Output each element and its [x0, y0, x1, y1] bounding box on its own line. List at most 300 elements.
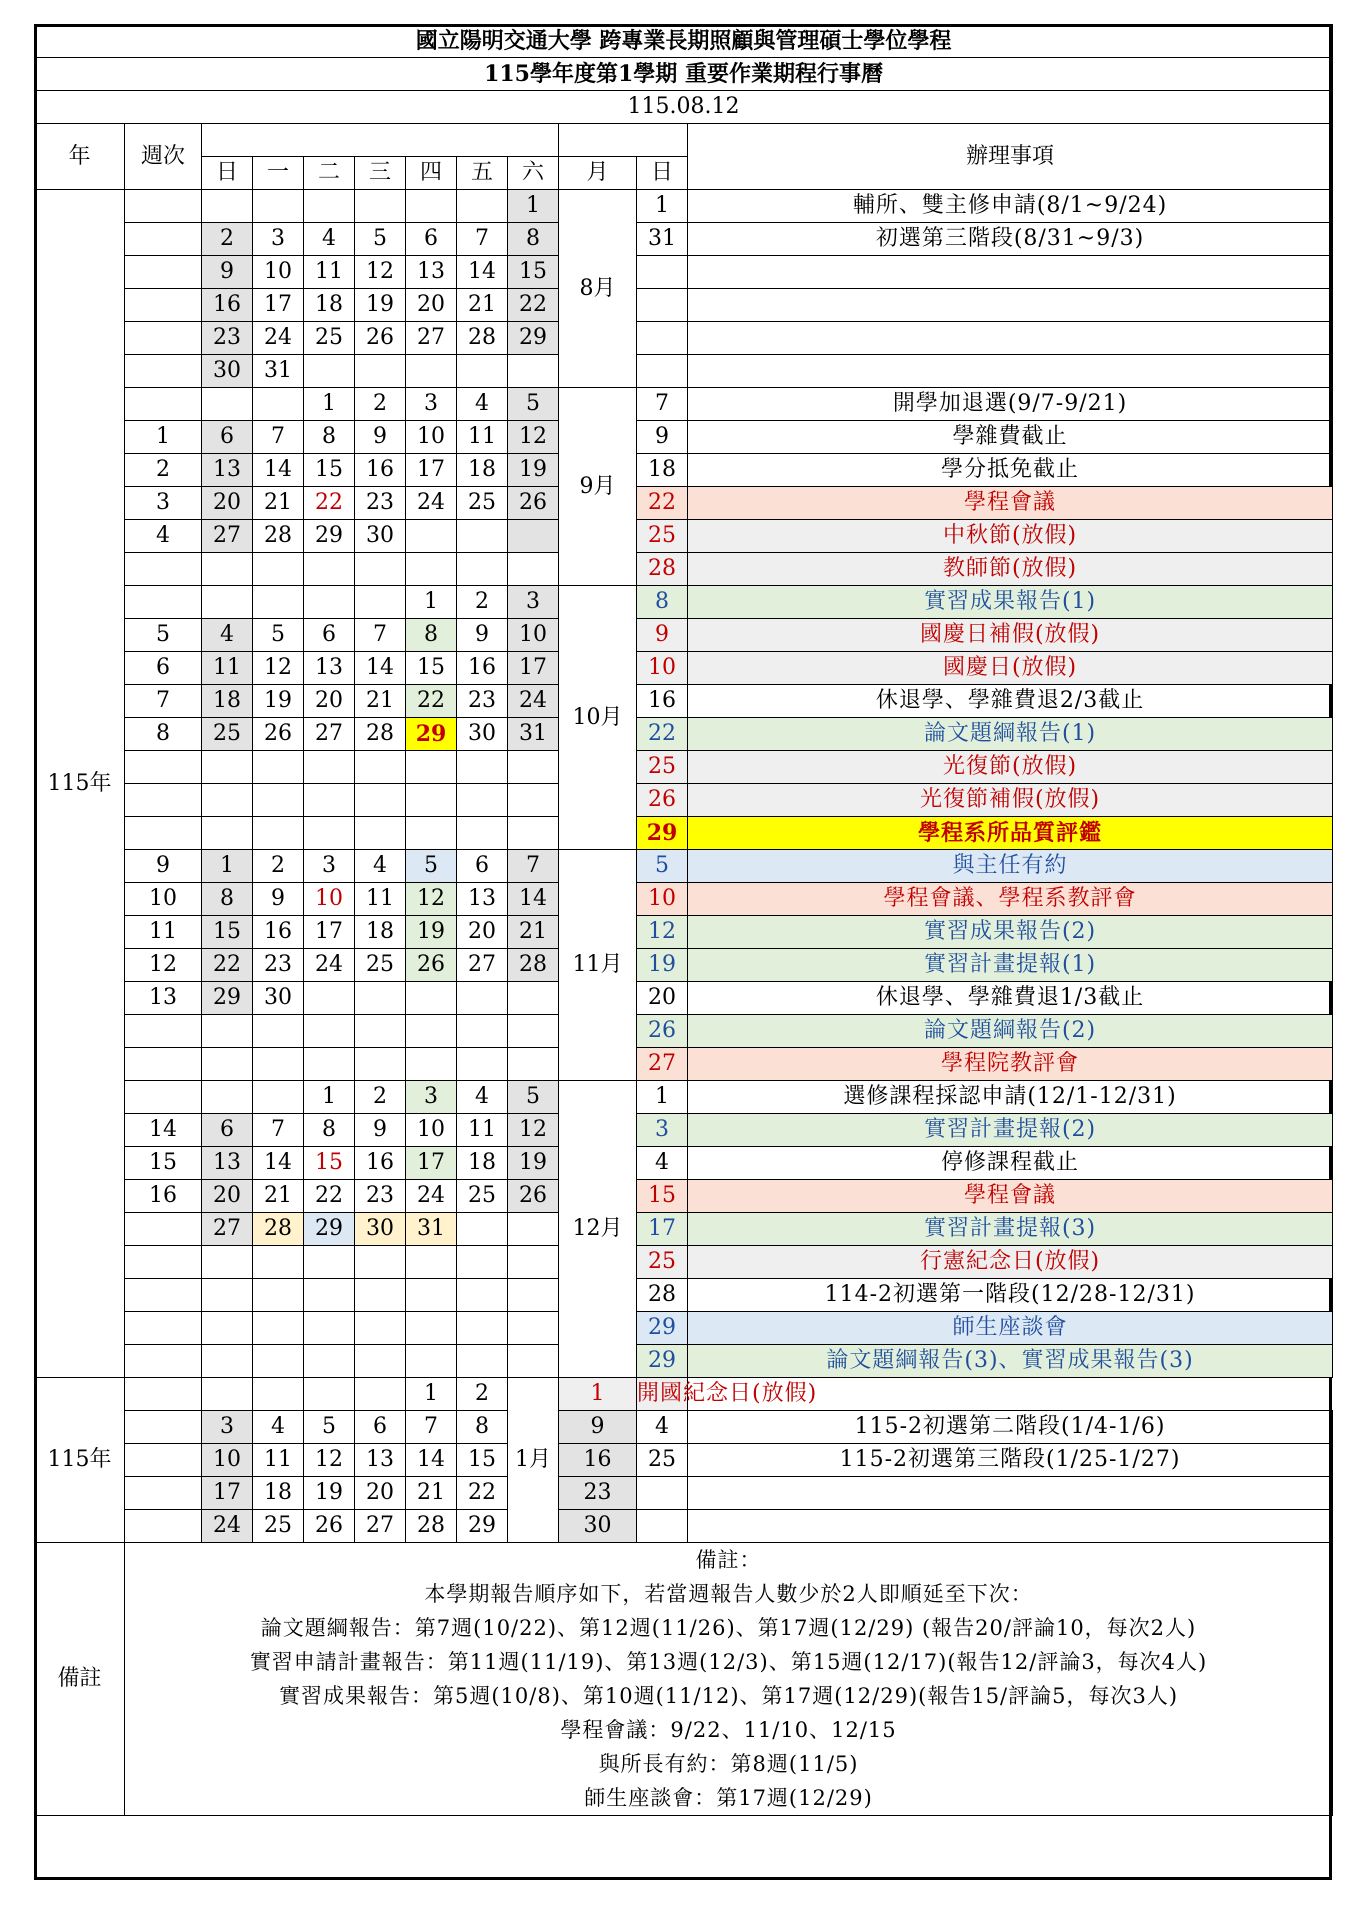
- day-cell: [406, 520, 457, 553]
- week-number: [125, 751, 202, 784]
- day-cell: 10: [202, 1444, 253, 1477]
- day-cell: 23: [355, 487, 406, 520]
- day-cell: [202, 1081, 253, 1114]
- day-cell: [304, 190, 355, 223]
- day-cell: [253, 1081, 304, 1114]
- day-cell: [202, 1378, 253, 1411]
- day-cell: 29: [304, 1213, 355, 1246]
- calendar-row: [35, 1411, 1333, 1444]
- day-cell: 29: [508, 322, 559, 355]
- day-cell: 23: [457, 685, 508, 718]
- day-cell: 17: [202, 1477, 253, 1510]
- event-item: 學分抵免截止: [688, 454, 1333, 487]
- day-cell: [304, 1345, 355, 1378]
- calendar-row: [35, 1015, 1333, 1048]
- day-cell: [406, 355, 457, 388]
- calendar-row: [35, 1279, 1333, 1312]
- event-date: 4: [637, 1147, 688, 1180]
- day-cell: 8: [406, 619, 457, 652]
- day-cell: 22: [406, 685, 457, 718]
- day-cell: [202, 553, 253, 586]
- day-cell: 4: [304, 223, 355, 256]
- day-cell: 6: [406, 223, 457, 256]
- week-number: 11: [125, 916, 202, 949]
- day-cell: 10: [304, 883, 355, 916]
- day-cell: [406, 784, 457, 817]
- day-cell: 20: [355, 1477, 406, 1510]
- day-cell: 18: [355, 916, 406, 949]
- note-line: 實習申請計畫報告：第11週(11/19)、第13週(12/3)、第15週(12/17)(報告12/評論3，每次4人): [249, 1650, 1208, 1674]
- day-cell: 13: [202, 454, 253, 487]
- day-cell: 31: [508, 718, 559, 751]
- day-cell: 19: [406, 916, 457, 949]
- dow-mon: 一: [253, 157, 304, 190]
- day-cell: 30: [355, 520, 406, 553]
- event-item: 行憲紀念日(放假): [688, 1246, 1333, 1279]
- week-number: 3: [125, 487, 202, 520]
- calendar-row: [35, 1081, 1333, 1114]
- day-cell: 3: [508, 586, 559, 619]
- week-number: [125, 1477, 202, 1510]
- day-cell: 15: [304, 1147, 355, 1180]
- day-cell: [253, 1279, 304, 1312]
- note-line: 本學期報告順序如下，若當週報告人數少於2人即順延至下次：: [424, 1582, 1033, 1606]
- event-date: 29: [637, 817, 688, 850]
- day-cell: 23: [202, 322, 253, 355]
- event-item: 論文題綱報告(1): [688, 718, 1333, 751]
- day-cell: [457, 553, 508, 586]
- event-date: 8: [637, 586, 688, 619]
- day-cell: [355, 1015, 406, 1048]
- day-cell: 22: [304, 487, 355, 520]
- day-cell: 26: [355, 322, 406, 355]
- event-date: 1: [637, 190, 688, 223]
- month-label: 9月: [559, 388, 637, 586]
- day-cell: [202, 1345, 253, 1378]
- day-cell: 1: [202, 850, 253, 883]
- week-number: 6: [125, 652, 202, 685]
- calendar-row: [35, 190, 1333, 223]
- day-cell: 30: [559, 1510, 637, 1543]
- event-date: 29: [637, 1312, 688, 1345]
- day-cell: 14: [508, 883, 559, 916]
- day-cell: [457, 982, 508, 1015]
- day-cell: 8: [508, 223, 559, 256]
- day-cell: 26: [508, 1180, 559, 1213]
- day-cell: 31: [253, 355, 304, 388]
- day-cell: [508, 355, 559, 388]
- day-cell: 25: [355, 949, 406, 982]
- day-cell: [304, 586, 355, 619]
- day-cell: [304, 751, 355, 784]
- day-cell: 20: [457, 916, 508, 949]
- day-cell: 20: [406, 289, 457, 322]
- event-item: 開國紀念日(放假): [637, 1378, 688, 1411]
- event-date: 1: [559, 1378, 637, 1411]
- day-cell: 28: [406, 1510, 457, 1543]
- day-cell: [406, 982, 457, 1015]
- day-cell: 9: [355, 421, 406, 454]
- day-cell: [355, 1312, 406, 1345]
- month-date-header-blank: [559, 124, 688, 157]
- notes-label: 備註: [35, 1543, 125, 1816]
- event-item: 實習計畫提報(3): [688, 1213, 1333, 1246]
- calendar-row: [35, 1312, 1333, 1345]
- day-cell: 14: [253, 454, 304, 487]
- notes-row: [35, 1543, 1333, 1816]
- week-number: [125, 355, 202, 388]
- day-cell: 20: [304, 685, 355, 718]
- event-date: 22: [637, 487, 688, 520]
- year-label: 115年: [35, 1378, 125, 1543]
- week-number: 1: [125, 421, 202, 454]
- day-cell: [304, 1015, 355, 1048]
- event-item: 與主任有約: [688, 850, 1333, 883]
- day-cell: 2: [457, 586, 508, 619]
- day-cell: 9: [559, 1411, 637, 1444]
- day-cell: 28: [355, 718, 406, 751]
- day-cell: [355, 1345, 406, 1378]
- event-item: 學程系所品質評鑑: [688, 817, 1333, 850]
- week-number: [125, 1015, 202, 1048]
- day-cell: 26: [508, 487, 559, 520]
- event-date: 31: [637, 223, 688, 256]
- day-cell: [508, 1345, 559, 1378]
- day-cell: 1: [508, 190, 559, 223]
- event-date: 5: [637, 850, 688, 883]
- day-cell: [355, 1279, 406, 1312]
- event-item: 114-2初選第一階段(12/28-12/31): [688, 1279, 1333, 1312]
- day-cell: 16: [559, 1444, 637, 1477]
- calendar-row: [35, 949, 1333, 982]
- day-cell: [253, 817, 304, 850]
- day-cell: 14: [457, 256, 508, 289]
- day-cell: [508, 1246, 559, 1279]
- day-cell: [253, 1015, 304, 1048]
- day-cell: [457, 751, 508, 784]
- dow-thu: 四: [406, 157, 457, 190]
- event-item: 實習計畫提報(2): [688, 1114, 1333, 1147]
- day-cell: 8: [304, 1114, 355, 1147]
- calendar-row: [35, 289, 1333, 322]
- day-cell: 11: [457, 1114, 508, 1147]
- day-cell: 24: [253, 322, 304, 355]
- day-cell: [202, 1312, 253, 1345]
- day-cell: 11: [457, 421, 508, 454]
- event-item: 休退學、學雜費退2/3截止: [688, 685, 1333, 718]
- day-cell: 4: [202, 619, 253, 652]
- day-cell: 7: [253, 421, 304, 454]
- day-cell: [508, 982, 559, 1015]
- calendar-row: [35, 1180, 1333, 1213]
- day-cell: [508, 1213, 559, 1246]
- day-cell: 25: [457, 1180, 508, 1213]
- day-cell: [304, 1246, 355, 1279]
- event-date: 17: [637, 1213, 688, 1246]
- event-date: [637, 355, 688, 388]
- day-cell: 27: [457, 949, 508, 982]
- day-cell: 15: [508, 256, 559, 289]
- calendar-row: [35, 1048, 1333, 1081]
- day-cell: [304, 784, 355, 817]
- week-number: 7: [125, 685, 202, 718]
- week-number: [125, 1279, 202, 1312]
- calendar-row: [35, 1510, 1333, 1543]
- day-cell: 17: [406, 1147, 457, 1180]
- day-cell: 23: [253, 949, 304, 982]
- day-cell: [304, 1048, 355, 1081]
- calendar-row: [35, 1345, 1333, 1378]
- day-cell: 5: [304, 1411, 355, 1444]
- day-cell: 14: [406, 1444, 457, 1477]
- day-cell: [457, 817, 508, 850]
- calendar-row: [35, 784, 1333, 817]
- day-cell: 13: [406, 256, 457, 289]
- event-date: [637, 1510, 688, 1543]
- week-number: 13: [125, 982, 202, 1015]
- day-cell: [202, 1279, 253, 1312]
- month-label: 10月: [559, 586, 637, 850]
- day-cell: 8: [304, 421, 355, 454]
- day-cell: 3: [202, 1411, 253, 1444]
- day-cell: [253, 1312, 304, 1345]
- day-cell: 17: [304, 916, 355, 949]
- event-date: 25: [637, 1444, 688, 1477]
- day-cell: 18: [253, 1477, 304, 1510]
- day-cell: 29: [304, 520, 355, 553]
- calendar-row: [35, 223, 1333, 256]
- event-date: 9: [637, 421, 688, 454]
- event-item: 實習成果報告(1): [688, 586, 1333, 619]
- day-cell: [508, 751, 559, 784]
- week-number: [125, 817, 202, 850]
- week-number: 5: [125, 619, 202, 652]
- event-date: 15: [637, 1180, 688, 1213]
- day-cell: 13: [457, 883, 508, 916]
- day-cell: 6: [202, 1114, 253, 1147]
- day-cell: [508, 520, 559, 553]
- day-cell: [304, 355, 355, 388]
- event-item: 師生座談會: [688, 1312, 1333, 1345]
- day-cell: 24: [304, 949, 355, 982]
- day-cell: [355, 982, 406, 1015]
- day-cell: 14: [355, 652, 406, 685]
- day-cell: 22: [508, 289, 559, 322]
- day-cell: 21: [457, 289, 508, 322]
- calendar-row: [35, 520, 1333, 553]
- day-cell: 31: [406, 1213, 457, 1246]
- items-header: 辦理事項: [688, 124, 1333, 190]
- week-number: 10: [125, 883, 202, 916]
- calendar-row: [35, 751, 1333, 784]
- day-cell: 16: [355, 454, 406, 487]
- note-line: 學程會議：9/22、11/10、12/15: [560, 1718, 897, 1742]
- day-cell: 18: [457, 1147, 508, 1180]
- date-header: 日: [637, 157, 688, 190]
- day-cell: 16: [202, 289, 253, 322]
- event-item: 初選第三階段(8/31~9/3): [688, 223, 1333, 256]
- day-cell: 22: [457, 1477, 508, 1510]
- event-date: 25: [637, 751, 688, 784]
- document-title: 國立陽明交通大學 跨專業長期照顧與管理碩士學位學程: [35, 25, 1333, 58]
- day-cell: 24: [406, 1180, 457, 1213]
- day-cell: [304, 982, 355, 1015]
- event-item: 停修課程截止: [688, 1147, 1333, 1180]
- day-cell: [508, 1312, 559, 1345]
- event-date: 25: [637, 1246, 688, 1279]
- day-cell: 18: [202, 685, 253, 718]
- day-cell: [457, 1048, 508, 1081]
- day-cell: [508, 1015, 559, 1048]
- day-cell: [304, 553, 355, 586]
- day-cell: [304, 1312, 355, 1345]
- event-date: [637, 256, 688, 289]
- day-cell: 7: [457, 223, 508, 256]
- dow-fri: 五: [457, 157, 508, 190]
- week-number: [125, 1048, 202, 1081]
- note-line: 實習成果報告：第5週(10/8)、第10週(11/12)、第17週(12/29)(報告15/評論5，每次3人): [278, 1684, 1179, 1708]
- day-cell: 11: [253, 1444, 304, 1477]
- calendar-row: [35, 256, 1333, 289]
- event-item: 國慶日(放假): [688, 652, 1333, 685]
- day-cell: 7: [355, 619, 406, 652]
- week-number: [125, 1081, 202, 1114]
- event-item: 選修課程採認申請(12/1-12/31): [688, 1081, 1333, 1114]
- event-date: 26: [637, 1015, 688, 1048]
- event-item: 輔所、雙主修申請(8/1~9/24): [688, 190, 1333, 223]
- day-cell: 2: [355, 388, 406, 421]
- day-cell: 27: [202, 1213, 253, 1246]
- day-cell: 18: [457, 454, 508, 487]
- day-cell: [406, 1279, 457, 1312]
- day-cell: 16: [253, 916, 304, 949]
- day-cell: 9: [457, 619, 508, 652]
- day-cell: 16: [457, 652, 508, 685]
- day-cell: 12: [304, 1444, 355, 1477]
- event-date: 4: [637, 1411, 688, 1444]
- day-cell: 8: [457, 1411, 508, 1444]
- event-date: 25: [637, 520, 688, 553]
- dow-wed: 三: [355, 157, 406, 190]
- event-date: 28: [637, 1279, 688, 1312]
- day-cell: 20: [202, 487, 253, 520]
- event-date: 19: [637, 949, 688, 982]
- event-item: 光復節補假(放假): [688, 784, 1333, 817]
- day-cell: [253, 1246, 304, 1279]
- day-cell: 12: [253, 652, 304, 685]
- month-header: 月: [559, 157, 637, 190]
- day-cell: [355, 586, 406, 619]
- day-cell: 28: [508, 949, 559, 982]
- week-number: [125, 586, 202, 619]
- day-cell: 22: [304, 1180, 355, 1213]
- day-cell: 19: [304, 1477, 355, 1510]
- day-cell: 1: [304, 388, 355, 421]
- day-cell: [355, 784, 406, 817]
- day-cell: 6: [202, 421, 253, 454]
- year-label: 115年: [35, 190, 125, 1378]
- day-cell: 26: [253, 718, 304, 751]
- day-cell: 27: [406, 322, 457, 355]
- day-cell: 19: [355, 289, 406, 322]
- calendar-row: [35, 553, 1333, 586]
- week-number: [125, 388, 202, 421]
- day-cell: 15: [304, 454, 355, 487]
- week-number: [125, 1213, 202, 1246]
- note-line: 師生座談會：第17週(12/29): [584, 1786, 873, 1810]
- day-cell: 29: [406, 718, 457, 751]
- event-item: [688, 256, 1333, 289]
- event-date: 16: [637, 685, 688, 718]
- note-line: 論文題綱報告：第7週(10/22)、第12週(11/26)、第17週(12/29) (報告20/評論10，每次2人): [260, 1616, 1197, 1640]
- week-header: 週次: [125, 124, 202, 190]
- day-cell: [304, 817, 355, 850]
- day-cell: 6: [355, 1411, 406, 1444]
- calendar-row: [35, 388, 1333, 421]
- event-item: 115-2初選第三階段(1/25-1/27): [688, 1444, 1333, 1477]
- event-item: 開學加退選(9/7-9/21): [688, 388, 1333, 421]
- week-number: [125, 223, 202, 256]
- day-cell: 10: [253, 256, 304, 289]
- calendar-row: [35, 652, 1333, 685]
- day-cell: [355, 553, 406, 586]
- calendar-row: [35, 454, 1333, 487]
- day-cell: 7: [253, 1114, 304, 1147]
- day-cell: [355, 1246, 406, 1279]
- day-cell: 12: [355, 256, 406, 289]
- event-item: 中秋節(放假): [688, 520, 1333, 553]
- calendar-row: [35, 421, 1333, 454]
- day-cell: 20: [202, 1180, 253, 1213]
- day-cell: 22: [202, 949, 253, 982]
- day-cell: 6: [457, 850, 508, 883]
- week-number: 2: [125, 454, 202, 487]
- day-cell: 12: [406, 883, 457, 916]
- event-item: 論文題綱報告(2): [688, 1015, 1333, 1048]
- day-cell: 30: [202, 355, 253, 388]
- document-subtitle: 115學年度第1學期 重要作業期程行事曆: [35, 58, 1333, 91]
- day-cell: [202, 751, 253, 784]
- event-item: 休退學、學雜費退1/3截止: [688, 982, 1333, 1015]
- week-number: 14: [125, 1114, 202, 1147]
- day-cell: [457, 520, 508, 553]
- calendar-table: [34, 24, 1333, 1816]
- day-cell: 24: [202, 1510, 253, 1543]
- day-cell: 13: [202, 1147, 253, 1180]
- week-number: [125, 553, 202, 586]
- day-cell: [457, 1246, 508, 1279]
- day-cell: 9: [202, 256, 253, 289]
- day-cell: 25: [253, 1510, 304, 1543]
- day-cell: 24: [406, 487, 457, 520]
- day-cell: [304, 1378, 355, 1411]
- day-cell: 18: [304, 289, 355, 322]
- day-cell: [202, 784, 253, 817]
- day-cell: [253, 1048, 304, 1081]
- day-cell: [508, 1048, 559, 1081]
- day-cell: [253, 553, 304, 586]
- event-date: 10: [637, 652, 688, 685]
- day-cell: 8: [202, 883, 253, 916]
- week-number: 8: [125, 718, 202, 751]
- day-cell: 14: [253, 1147, 304, 1180]
- day-cell: 1: [406, 586, 457, 619]
- event-item: 國慶日補假(放假): [688, 619, 1333, 652]
- day-cell: 11: [202, 652, 253, 685]
- year-header: 年: [35, 124, 125, 190]
- event-item: [688, 322, 1333, 355]
- day-cell: [253, 751, 304, 784]
